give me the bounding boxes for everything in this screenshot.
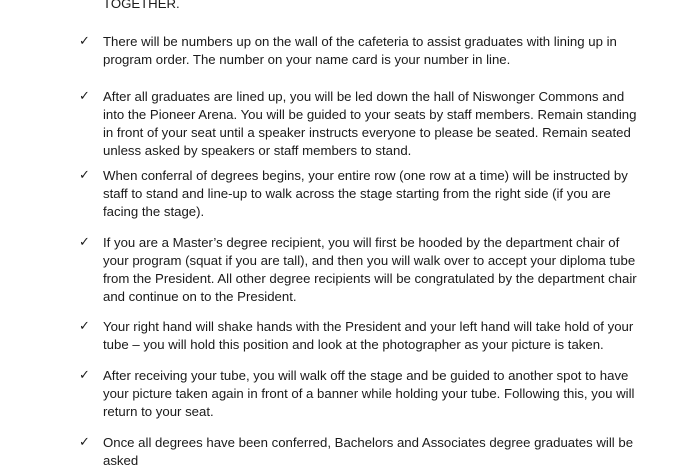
list-item-text: There will be numbers up on the wall of the cafeteria to assist graduates with lining up in program order. The number on your name card is your number in line.: [103, 34, 617, 67]
list-item-text: After receiving your tube, you will walk off the stage and be guided to another spot to have your picture taken again in front of a banner while holding your tube. Following this, you will return to your seat.: [103, 368, 635, 419]
list-item-text: Your right hand will shake hands with the President and your left hand will take hold of your tube – you will hold this position and look at the photographer as your picture is taken.: [103, 319, 634, 352]
continued-text-line: TOGETHER.: [103, 0, 180, 11]
list-item-text: After all graduates are lined up, you will be led down the hall of Niswonger Commons and into the Pioneer Arena. You will be guided to your seats by staff members. Remain standing in front of your seat until a speaker instructs everyone to please be seated. Remain seated unless asked by speakers or staff members to stand.: [103, 89, 637, 158]
list-item-text: If you are a Master’s degree recipient, you will first be hooded by the department chair of your program (squat if you are tall), and then you will walk over to accept your diploma tube from the President. All other degree recipients will be congratulated by the department chair and continue on to the President.: [103, 235, 637, 304]
checkmark-icon: ✓: [79, 368, 90, 383]
checkmark-icon: ✓: [79, 34, 90, 49]
checkmark-icon: ✓: [79, 319, 90, 334]
checkmark-icon: ✓: [79, 89, 90, 104]
list-item-text: When conferral of degrees begins, your entire row (one row at a time) will be instructed by staff to stand and line-up to walk across the stage starting from the right side (if you are facing the stage).: [103, 168, 628, 219]
checkmark-icon: ✓: [79, 168, 90, 183]
list-item-text: Once all degrees have been conferred, Bachelors and Associates degree graduates will be asked: [103, 435, 634, 468]
checkmark-icon: ✓: [79, 235, 90, 250]
checkmark-icon: ✓: [79, 435, 90, 450]
